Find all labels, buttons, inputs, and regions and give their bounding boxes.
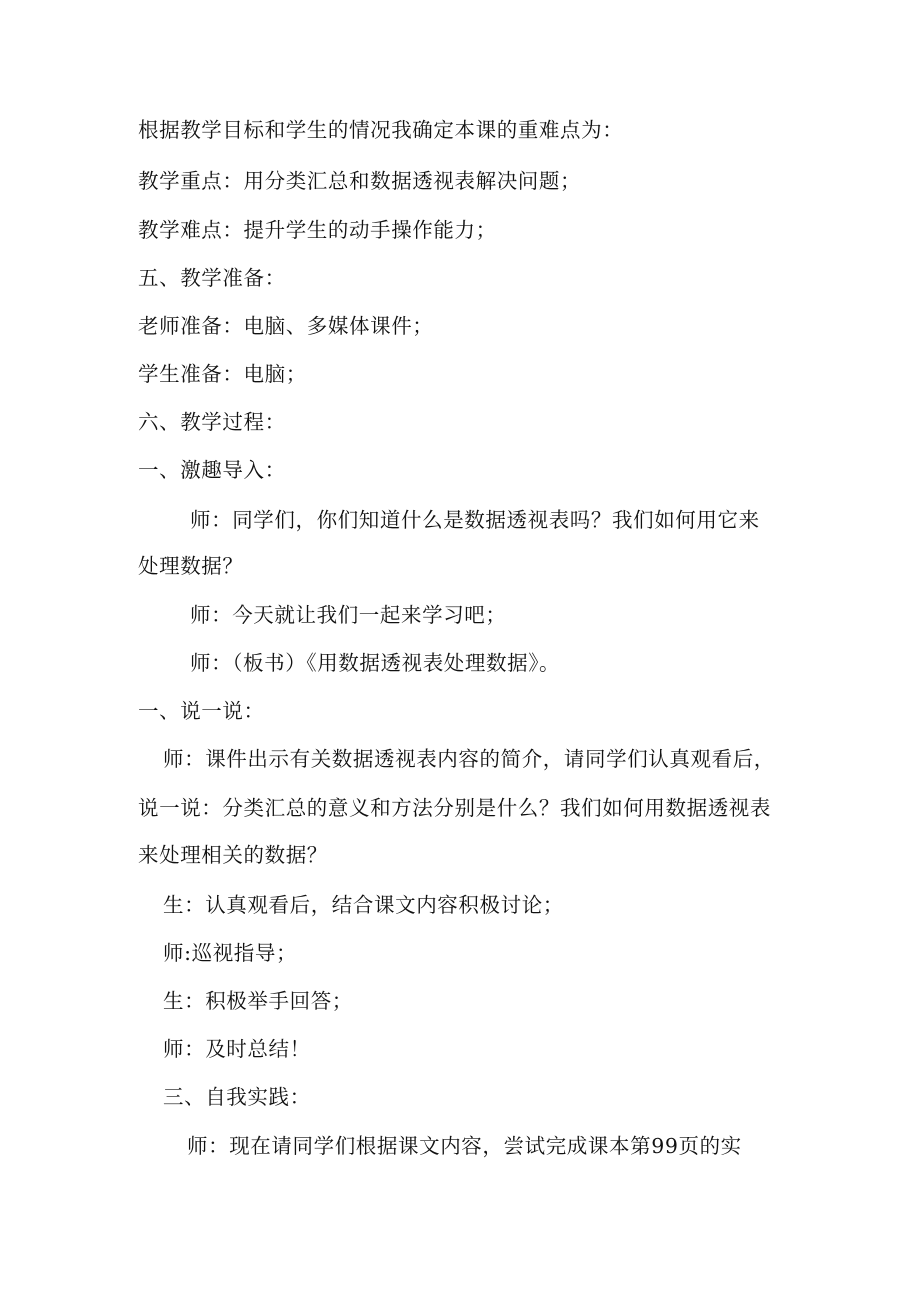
paragraph-line: 教学难点：提升学生的动手操作能力；: [138, 218, 497, 242]
paragraph-line: 来处理相关的数据？: [138, 843, 328, 867]
section-heading: 五、教学准备：: [138, 266, 286, 290]
paragraph-line: 师:巡视指导；: [163, 941, 298, 965]
paragraph-line: 生：积极举手回答；: [163, 989, 353, 1013]
paragraph-line: 师：课件出示有关数据透视表内容的简介，请同学们认真观看后，: [163, 747, 775, 771]
paragraph-line: 老师准备：电脑、多媒体课件；: [138, 314, 434, 338]
paragraph-line: 教学重点：用分类汇总和数据透视表解决问题；: [138, 169, 582, 193]
section-heading: 一、激趣导入：: [138, 458, 286, 482]
paragraph-line: 师：及时总结！: [163, 1037, 311, 1061]
section-heading: 一、说一说：: [138, 699, 265, 723]
paragraph-line: 师：今天就让我们一起来学习吧；: [190, 603, 507, 627]
paragraph-line: 处理数据？: [138, 554, 244, 578]
paragraph-line: 说一说：分类汇总的意义和方法分别是什么？我们如何用数据透视表: [138, 796, 771, 820]
paragraph-line: 师：现在请同学们根据课文内容，尝试完成课本第99页的实: [187, 1134, 742, 1158]
paragraph-line: 生：认真观看后，结合课文内容积极讨论；: [163, 893, 564, 917]
section-heading: 六、教学过程：: [138, 410, 286, 434]
section-heading: 三、自我实践：: [163, 1085, 311, 1109]
paragraph-line: 师：同学们，你们知道什么是数据透视表吗？我们如何用它来: [190, 508, 760, 532]
paragraph-line: 学生准备：电脑；: [138, 362, 307, 386]
paragraph-line: 根据教学目标和学生的情况我确定本课的重难点为：: [138, 118, 624, 142]
paragraph-line: 师：（板书）《用数据透视表处理数据》。: [190, 651, 561, 675]
